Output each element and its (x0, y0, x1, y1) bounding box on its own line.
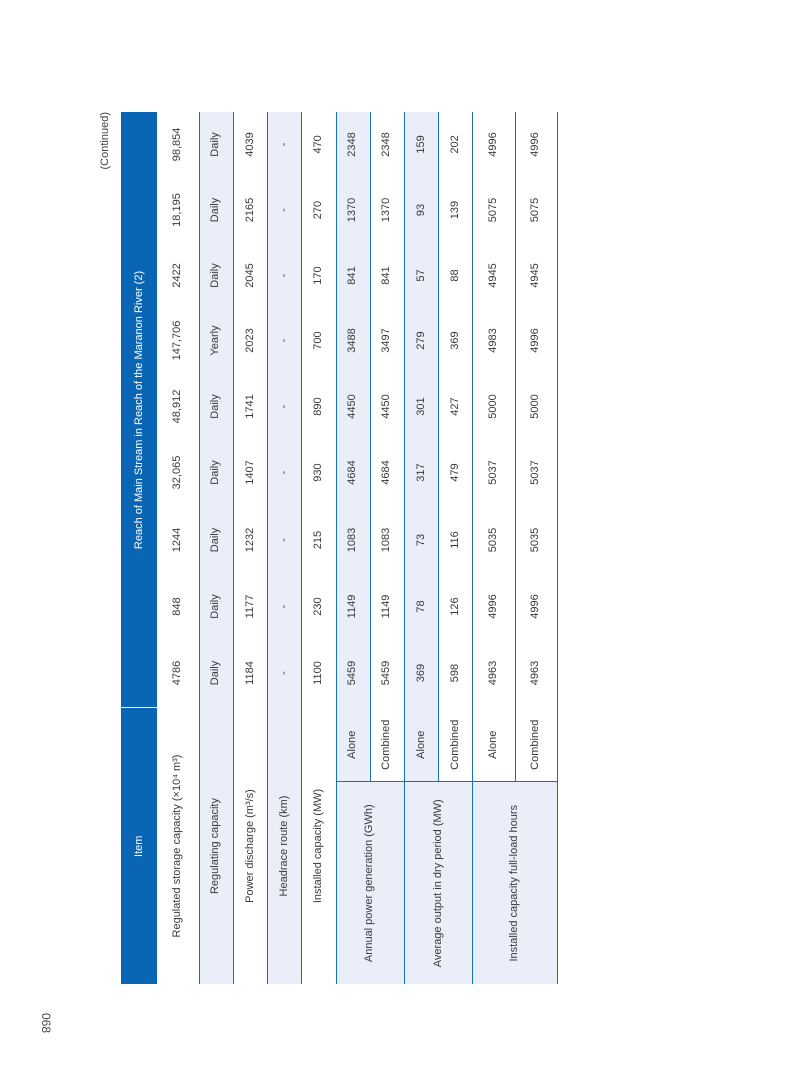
table-cell: Daily (199, 505, 233, 575)
table-row (199, 112, 233, 984)
table-cell: 279 (404, 308, 438, 373)
table-cell: 4945 (473, 243, 515, 308)
row-sublabel-combined: Combined (515, 708, 557, 782)
table-cell: 4996 (473, 112, 515, 177)
table-cell: - (268, 243, 302, 308)
table-cell: 18,195 (157, 177, 199, 243)
table-cell: 3497 (370, 308, 404, 373)
table-row (157, 112, 199, 984)
table-cell: - (268, 373, 302, 440)
table-cell: 841 (370, 243, 404, 308)
table-cell: 2023 (233, 308, 267, 373)
table-cell: 78 (404, 575, 438, 638)
table-cell: Daily (199, 177, 233, 243)
row-label-storage: Regulated storage capacity (×10⁴ m³) (157, 708, 199, 984)
table-cell: 5000 (515, 373, 557, 440)
table-cell: Daily (199, 638, 233, 708)
table-cell: - (268, 112, 302, 177)
table-cell: 1232 (233, 505, 267, 575)
table-cell: 48,912 (157, 373, 199, 440)
header-group: Reach of Main Stream in Reach of the Maranon River (2) (121, 112, 157, 708)
table-cell: 98,854 (157, 112, 199, 177)
table-cell: 598 (439, 638, 473, 708)
table-cell: Yearly (199, 308, 233, 373)
table-cell: - (268, 505, 302, 575)
table-cell: 2045 (233, 243, 267, 308)
row-label-discharge: Power discharge (m³/s) (233, 708, 267, 984)
table-cell: 1407 (233, 440, 267, 505)
table-cell: 4996 (515, 112, 557, 177)
table-cell: 3488 (336, 308, 370, 373)
hydropower-table (121, 111, 558, 984)
table-cell: - (268, 308, 302, 373)
table-cell: 470 (302, 112, 336, 177)
table-cell: 930 (302, 440, 336, 505)
rotated-table-wrapper (99, 112, 558, 984)
row-label-hours: Installed capacity full-load hours (473, 782, 558, 984)
table-cell: 1100 (302, 638, 336, 708)
table-cell: 4450 (336, 373, 370, 440)
continued-label: (Continued) (99, 112, 111, 170)
table-cell: 2348 (370, 112, 404, 177)
table-cell: 301 (404, 373, 438, 440)
table-cell: 890 (302, 373, 336, 440)
table-row (473, 112, 515, 984)
table-cell: 2165 (233, 177, 267, 243)
table-cell: 4786 (157, 638, 199, 708)
table-cell: 4684 (370, 440, 404, 505)
table-cell: 1184 (233, 638, 267, 708)
table-cell: 1741 (233, 373, 267, 440)
table-cell: 4996 (473, 575, 515, 638)
table-cell: - (268, 440, 302, 505)
row-label-installed: Installed capacity (MW) (302, 708, 336, 984)
table-cell: 139 (439, 177, 473, 243)
row-label-regulating: Regulating capacity (199, 708, 233, 984)
table-cell: 369 (439, 308, 473, 373)
table-cell: 841 (336, 243, 370, 308)
table-cell: 1083 (370, 505, 404, 575)
table-cell: 5037 (473, 440, 515, 505)
table-cell: 4945 (515, 243, 557, 308)
table-cell: 4996 (515, 308, 557, 373)
row-label-average: Average output in dry period (MW) (404, 782, 472, 984)
table-cell: 4963 (473, 638, 515, 708)
table-cell: Daily (199, 440, 233, 505)
table-cell: 317 (404, 440, 438, 505)
table-row (336, 112, 370, 984)
table-cell: 5075 (473, 177, 515, 243)
table-cell: 215 (302, 505, 336, 575)
table-cell: 5000 (473, 373, 515, 440)
table-cell: Daily (199, 243, 233, 308)
table-cell: 4996 (515, 575, 557, 638)
table-cell: 5075 (515, 177, 557, 243)
table-cell: - (268, 575, 302, 638)
table-cell: 5035 (515, 505, 557, 575)
table-cell: - (268, 177, 302, 243)
table-cell: 1149 (370, 575, 404, 638)
table-cell: 4684 (336, 440, 370, 505)
table-cell: 1244 (157, 505, 199, 575)
table-cell: 170 (302, 243, 336, 308)
table-cell: 116 (439, 505, 473, 575)
table-cell: 427 (439, 373, 473, 440)
table-cell: 2348 (336, 112, 370, 177)
table-cell: 93 (404, 177, 438, 243)
row-sublabel-alone: Alone (404, 708, 438, 782)
table-row (302, 112, 336, 984)
table-cell: 479 (439, 440, 473, 505)
table-cell: 1370 (370, 177, 404, 243)
table-cell: Daily (199, 112, 233, 177)
table-cell: 230 (302, 575, 336, 638)
table-cell: 4039 (233, 112, 267, 177)
row-sublabel-combined: Combined (439, 708, 473, 782)
table-cell: 1149 (336, 575, 370, 638)
table-cell: 2422 (157, 243, 199, 308)
row-label-headrace: Headrace route (km) (268, 708, 302, 984)
table-cell: 369 (404, 638, 438, 708)
row-sublabel-alone: Alone (473, 708, 515, 782)
row-sublabel-combined: Combined (370, 708, 404, 782)
table-cell: Daily (199, 373, 233, 440)
table-cell: 5037 (515, 440, 557, 505)
table-cell: 848 (157, 575, 199, 638)
table-row (233, 112, 267, 984)
table-cell: 1177 (233, 575, 267, 638)
table-cell: 202 (439, 112, 473, 177)
table-cell: 32,065 (157, 440, 199, 505)
table-cell: 159 (404, 112, 438, 177)
table-cell: 57 (404, 243, 438, 308)
table-cell: Daily (199, 575, 233, 638)
table-cell: 147,706 (157, 308, 199, 373)
table-row (404, 112, 438, 984)
table-cell: 73 (404, 505, 438, 575)
table-cell: 1083 (336, 505, 370, 575)
row-sublabel-alone: Alone (336, 708, 370, 782)
table-cell: 700 (302, 308, 336, 373)
table-cell: - (268, 638, 302, 708)
table-row (268, 112, 302, 984)
table-cell: 5459 (370, 638, 404, 708)
row-label-annual: Annual power generation (GWh) (336, 782, 404, 984)
page-number: 068 (39, 1012, 54, 1034)
table-cell: 5035 (473, 505, 515, 575)
header-item: Item (121, 708, 157, 984)
table-cell: 1370 (336, 177, 370, 243)
table-cell: 126 (439, 575, 473, 638)
table-cell: 4450 (370, 373, 404, 440)
table-cell: 270 (302, 177, 336, 243)
table-body (157, 112, 558, 984)
table-cell: 4963 (515, 638, 557, 708)
table-cell: 4983 (473, 308, 515, 373)
table-cell: 5459 (336, 638, 370, 708)
table-cell: 88 (439, 243, 473, 308)
